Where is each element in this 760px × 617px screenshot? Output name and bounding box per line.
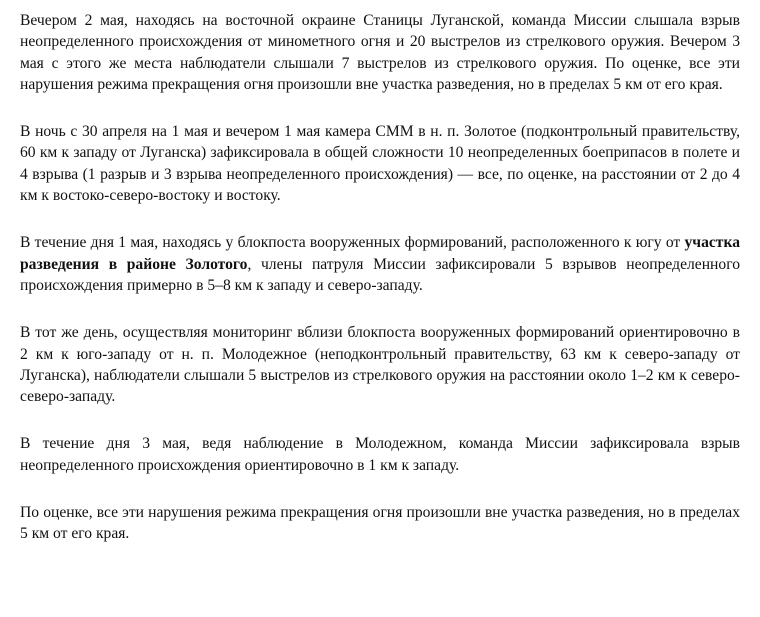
disengagement-area-bold-text: участка разведения в районе Золотого [20,234,740,273]
paragraph-zolote-patrol [20,232,740,296]
paragraph-stanytsia-luhanska: Вечером 2 мая, находясь на восточной окраине Станицы Луганской, команда Миссии слышала взрыв неопределенного происхождения от минометного огня и 20 выстрелов из стрелкового оружия. Вечером 3 мая с этого же места наблюдатели слышали 7 выстрелов из стрелкового оружия. По оценке, все эти нарушения режима прекращения огня произошли вне участка разведения, но в пределах 5 км от его края. [20,12,740,93]
paragraph-zolote-patrol-before: В течение дня 1 мая, находясь у блокпоста вооруженных формирований, расположенного к югу от [20,234,685,252]
paragraph-molodizhne-observation: В течение дня 3 мая, ведя наблюдение в Молодежном, команда Миссии зафиксировала взрыв неопределенного происхождения ориентировочно в 1 км к западу. [20,435,740,474]
paragraph-zolote-patrol-after: , члены патруля Миссии зафиксировали 5 взрывов неопределенного происхождения примерно в 5–8 км к западу и северо-западу. [20,255,741,294]
paragraph-assessment: По оценке, все эти нарушения режима прекращения огня произошли вне участка разведения, но в пределах 5 км от его края. [20,504,740,543]
paragraph-molodizhne-checkpoint: В тот же день, осуществляя мониторинг вблизи блокпоста вооруженных формирований ориентировочно в 2 км к юго-западу от н. п. Молодежное (неподконтрольный правительству, 63 км к северо-западу от Луганска), наблюдатели слышали 5 выстрелов из стрелкового оружия на расстоянии около 1–2 км к северо-северо-западу. [20,324,740,406]
paragraph-zolote-camera: В ночь с 30 апреля на 1 мая и вечером 1 мая камера СММ в н. п. Золотое (подконтрольный правительству, 60 км к западу от Луганска) зафиксировала в общей сложности 10 неопределенных боеприпасов в полете и 4 взрыва (1 разрыв и 3 взрыва неопределенного происхождения) — все, по оценке, на расстоянии от 2 до 4 км к востоко-северо-востоку и востоку. [20,123,740,205]
